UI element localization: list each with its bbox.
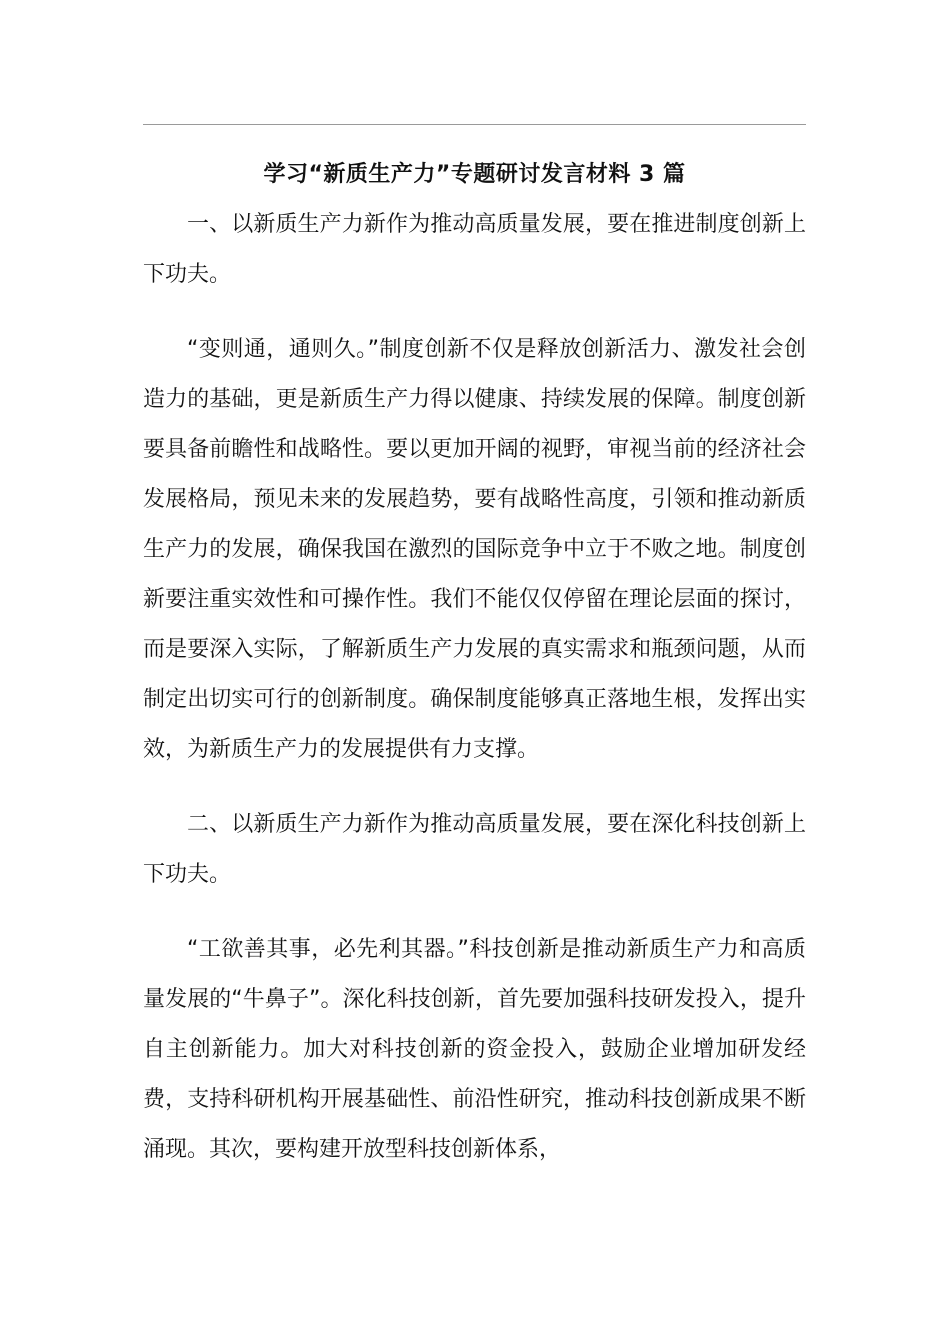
body-paragraph-1: “变则通，通则久。”制度创新不仅是释放创新活力、激发社会创造力的基础，更是新质生产力得以健康、持续发展的保障。制度创新要具备前瞻性和战略性。要以更加开阔的视野，审视当前的经济社会发展格局，预见未来的发展趋势，要有战略性高度，引领和推动新质生产力的发展，确保我国在激烈的国际竞争中立于不败之地。制度创新要注重实效性和可操作性。我们不能仅仅停留在理论层面的探讨，而是要深入实际，了解新质生产力发展的真实需求和瓶颈问题，从而制定出切实可行的创新制度。确保制度能够真正落地生根，发挥出实效，为新质生产力的发展提供有力支撑。: [143, 337, 806, 762]
paragraph-spacer: [143, 300, 806, 325]
document-body: [143, 150, 806, 1175]
paragraph-spacer: [143, 900, 806, 925]
document-title: 学习“新质生产力”专题研讨发言材料 3 篇: [263, 162, 686, 187]
section-heading-2: 二、以新质生产力新作为推动高质量发展，要在深化科技创新上下功夫。: [143, 812, 806, 887]
body-paragraph-2: “工欲善其事，必先利其器。”科技创新是推动新质生产力和高质量发展的“牛鼻子”。深化科技创新，首先要加强科技研发投入，提升自主创新能力。加大对科技创新的资金投入，鼓励企业增加研发经费，支持科研机构开展基础性、前沿性研究，推动科技创新成果不断涌现。其次，要构建开放型科技创新体系，: [143, 937, 806, 1162]
header-divider: [143, 124, 806, 125]
section-heading-1: 一、以新质生产力新作为推动高质量发展，要在推进制度创新上下功夫。: [143, 212, 806, 287]
paragraph-spacer: [143, 775, 806, 800]
